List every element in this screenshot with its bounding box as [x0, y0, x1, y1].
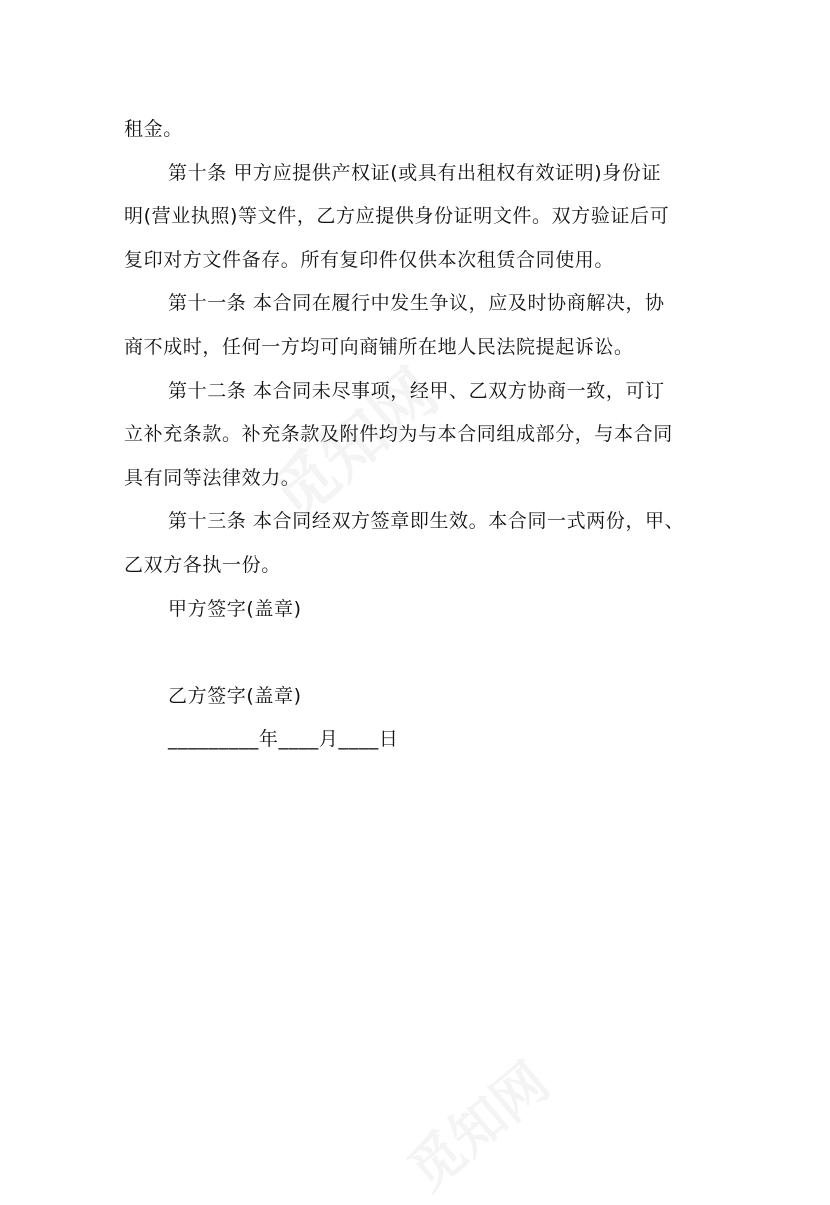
text-line: 租金。 [124, 118, 183, 140]
party-b-signature: 乙方签字(盖章) [168, 684, 302, 707]
article-13-line: 第十三条 本合同经双方签章即生效。本合同一式两份，甲、 [168, 510, 685, 533]
signature-gap [124, 631, 708, 675]
document-body [124, 108, 708, 762]
text-line: 立补充条款。补充条款及附件均为与本合同组成部分，与本合同 [124, 423, 673, 446]
text-line: 复印对方文件备存。所有复印件仅供本次租赁合同使用。 [124, 248, 615, 271]
article-10-line: 第十条 甲方应提供产权证(或具有出租权有效证明)身份证 [168, 161, 662, 184]
text-line: 明(营业执照)等文件，乙方应提供身份证明文件。双方验证后可 [124, 205, 670, 228]
party-a-signature: 甲方签字(盖章) [168, 597, 302, 620]
article-11-line: 第十一条 本合同在履行中发生争议，应及时协商解决，协 [168, 292, 665, 315]
date-line: _________年____月____日 [168, 728, 399, 751]
text-line: 商不成时，任何一方均可向商铺所在地人民法院提起诉讼。 [124, 335, 634, 358]
text-line: 乙双方各执一份。 [124, 553, 281, 576]
article-12-line: 第十二条 本合同未尽事项，经甲、乙双方协商一致，可订 [168, 379, 665, 402]
text-line: 具有同等法律效力。 [124, 466, 301, 489]
watermark [389, 1042, 563, 1205]
